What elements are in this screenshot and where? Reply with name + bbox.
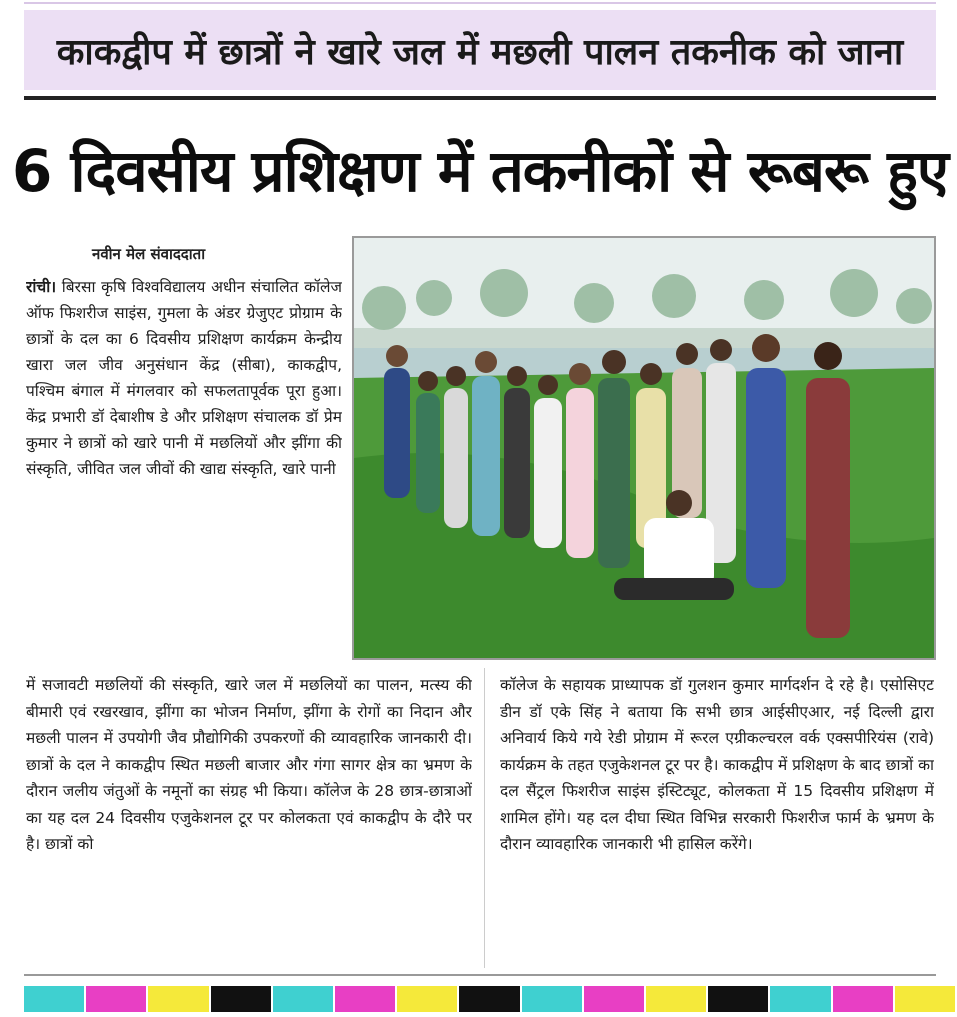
group-photo — [352, 236, 936, 660]
color-swatch — [770, 986, 832, 1012]
color-swatch — [148, 986, 210, 1012]
color-swatch — [895, 986, 957, 1012]
dateline: रांची। — [26, 278, 57, 296]
color-swatch — [397, 986, 459, 1012]
article-column-left-top — [26, 274, 342, 666]
column-divider — [484, 668, 485, 968]
byline: नवीन मेल संवाददाता — [92, 245, 206, 263]
color-swatch — [522, 986, 584, 1012]
color-swatch — [584, 986, 646, 1012]
color-swatch — [708, 986, 770, 1012]
color-swatch — [273, 986, 335, 1012]
color-swatch — [335, 986, 397, 1012]
color-swatch — [646, 986, 708, 1012]
top-rule — [24, 2, 936, 4]
article-text-left-top: बिरसा कृषि विश्वविद्यालय अधीन संचालित कॉलेज ऑफ फिशरीज साइंस, गुमला के अंडर ग्रेजुएट प्रोग्राम के छात्रों के दल का 6 दिवसीय प्रशिक्षण कार्यक्रम केन्द्रीय खारा जल जीव अनुसंधान केंद्र (सीबा), काकद्वीप, पश्चिम बंगाल में मंगलवार को सफलतापूर्वक पूरा हुआ। केंद्र प्रभारी डॉ देबाशीष डे और प्रशिक्षण संचालक डॉ प्रेम कुमार ने छात्रों को खारे पानी में मछलियों और झींगा की संस्कृति, जीवित जल जीवों की खाद्य संस्कृति, खारे पानी — [26, 278, 342, 478]
group-photo-illustration — [354, 238, 934, 658]
main-headline: 6 दिवसीय प्रशिक्षण में तकनीकों से रूबरू हुए — [11, 136, 949, 205]
color-swatch — [86, 986, 148, 1012]
article-column-right-bottom: कॉलेज के सहायक प्राध्यापक डॉ गुलशन कुमार मार्गदर्शन दे रहे है। एसोसिएट डीन डॉ एके सिंह ने बताया कि सभी छात्र आईसीएआर, नई दिल्ली द्वारा अनिवार्य किये गये रेडी प्रोग्राम में रूरल एग्रीकल्चरल वर्क एक्सपीरियंस (रावे) कार्यक्रम के तहत एजुकेशनल टूर पर है। काकद्वीप में प्रशिक्षण के बाद छात्रों का दल सैंट्रल फिशरीज साइंस इंस्टिट्यूट, कोलकता में 15 दिवसीय प्रशिक्षण में शामिल होंगे। यह दल दीघा स्थित विभिन्न सरकारी फिशरीज फार्म के भ्रमण के दौरान व्यावहारिक जानकारी भी हासिल करेंगे। — [500, 676, 934, 853]
color-swatch — [459, 986, 521, 1012]
color-swatch — [833, 986, 895, 1012]
color-swatch — [24, 986, 86, 1012]
bottom-rule — [24, 974, 936, 976]
color-swatch — [211, 986, 273, 1012]
headline-divider — [24, 96, 936, 100]
print-color-strip — [24, 986, 957, 1012]
article-column-left-bottom: में सजावटी मछलियों की संस्कृति, खारे जल में मछलियों का पालन, मत्स्य की बीमारी एवं रखरखाव, झींगा का भोजन निर्माण, झींगा के रोगों का निदान और मछली पालन में उपयोगी जैव प्रौद्योगिकी उपकरणों की व्यावहारिक जानकारी दी। छात्रों के दल ने काकद्वीप स्थित मछली बाजार और गंगा सागर क्षेत्र का भ्रमण के दौरान जलीय जंतुओं के नमूनों का संग्रह भी किया। कॉलेज के 28 छात्र-छात्राओं का यह दल 24 दिवसीय एजुकेशनल टूर पर कोलकता एवं काकद्वीप के दौरे पर है। छात्रों को — [26, 676, 472, 853]
kicker-headline: काकद्वीप में छात्रों ने खारे जल में मछली पालन तकनीक को जाना — [24, 10, 936, 90]
